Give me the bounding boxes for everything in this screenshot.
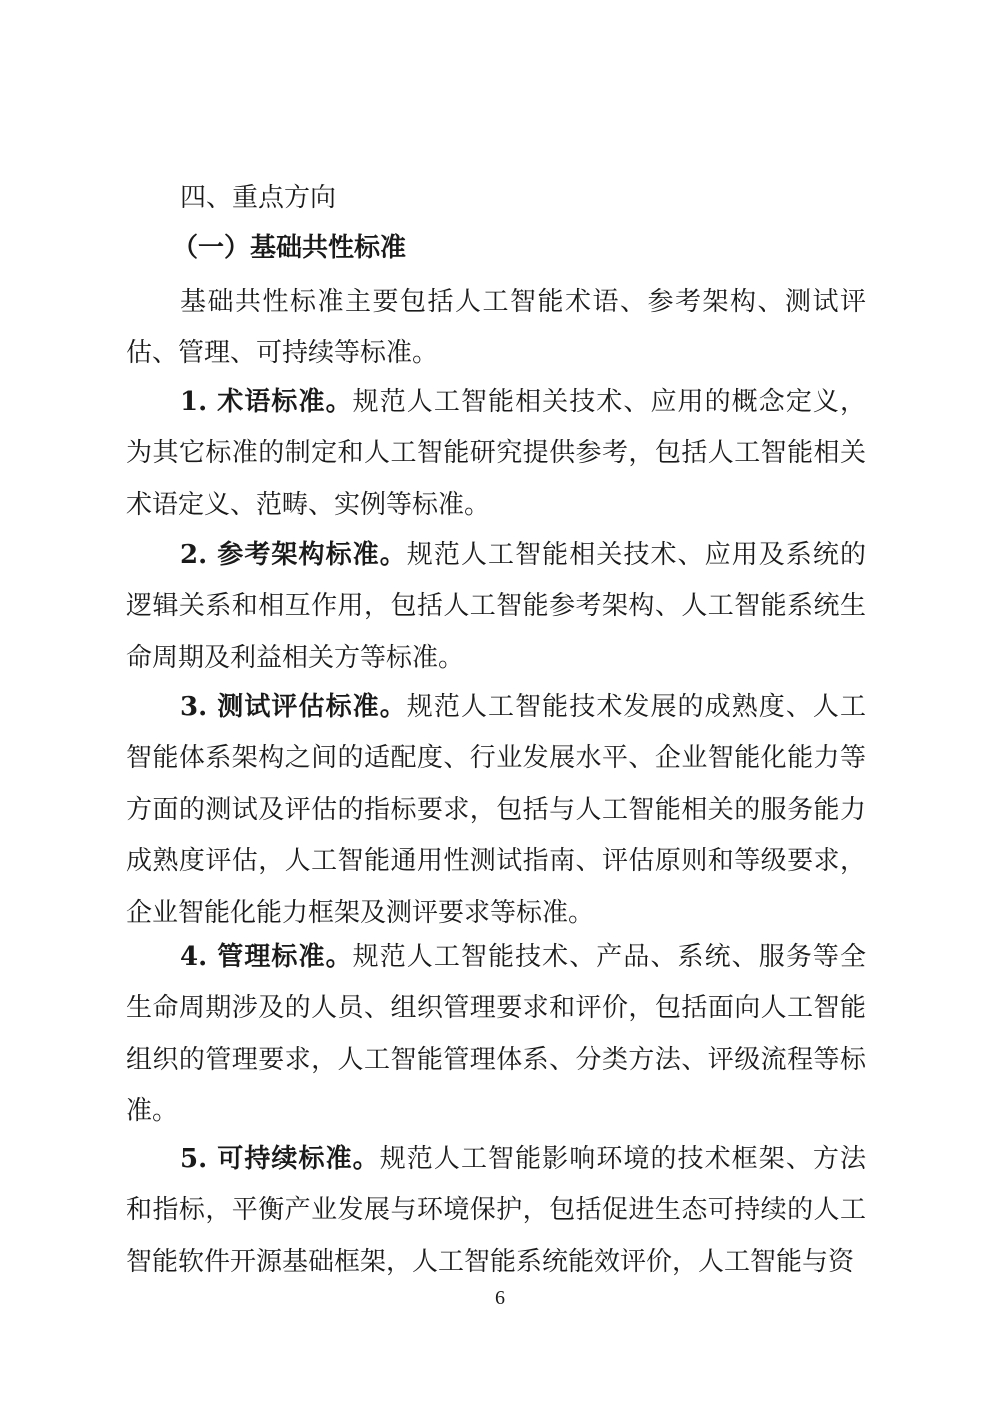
subsection-heading: （一）基础共性标准 [172,233,407,263]
item-paragraph-reference-architecture [126,530,866,684]
item-lead: 3. 测试评估标准。 [180,692,407,722]
item-lead: 4. 管理标准。 [180,942,353,972]
item-body: 规范人工智能影响环境的技术框架、方法和指标，平衡产业发展与环境保护，包括促进生态可持续的人工智能软件开源基础框架，人工智能系统能效评价，人工智能与资 [126,1144,866,1277]
item-paragraph-terminology [126,377,866,531]
item-paragraph-sustainability [126,1134,866,1288]
item-lead: 1. 术语标准。 [180,387,353,417]
item-body: 规范人工智能相关技术、应用的概念定义，为其它标准的制定和人工智能研究提供参考，包括人工智能相关术语定义、范畴、实例等标准。 [126,387,866,520]
item-body: 规范人工智能技术发展的成熟度、人工智能体系架构之间的适配度、行业发展水平、企业智能化能力等方面的测试及评估的指标要求，包括与人工智能相关的服务能力成熟度评估，人工智能通用性测试指南、评估原则和等级要求，企业智能化能力框架及测评要求等标准。 [126,692,866,928]
page-number: 6 [495,1287,505,1309]
item-lead: 5. 可持续标准。 [180,1144,380,1174]
section-heading: 四、重点方向 [180,183,337,213]
item-lead: 2. 参考架构标准。 [180,540,407,570]
item-paragraph-management [126,932,866,1138]
item-body: 规范人工智能技术、产品、系统、服务等全生命周期涉及的人员、组织管理要求和评价，包括面向人工智能组织的管理要求，人工智能管理体系、分类方法、评级流程等标准。 [126,942,866,1127]
item-paragraph-testing-evaluation [126,682,866,939]
intro-paragraph: 基础共性标准主要包括人工智能术语、参考架构、测试评估、管理、可持续等标准。 [126,287,866,369]
item-body: 规范人工智能相关技术、应用及系统的逻辑关系和相互作用，包括人工智能参考架构、人工智能系统生命周期及利益相关方等标准。 [126,540,866,673]
